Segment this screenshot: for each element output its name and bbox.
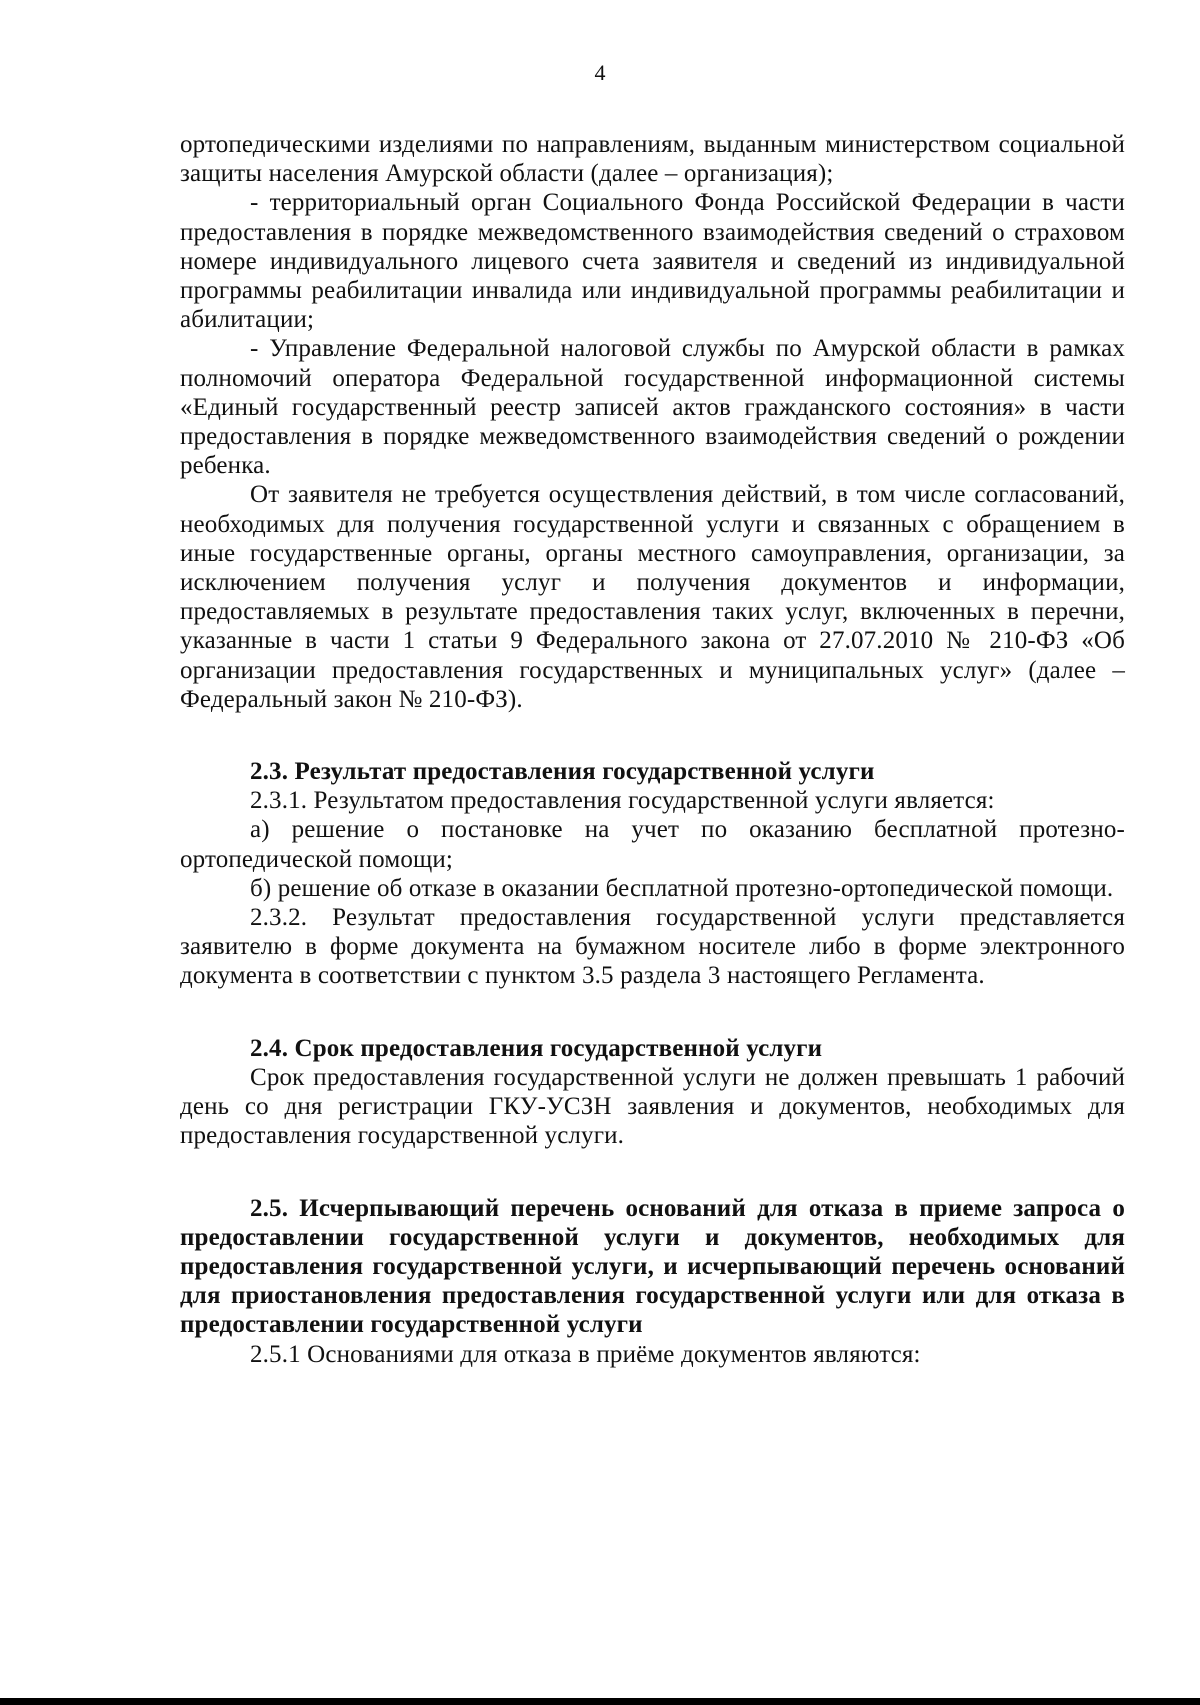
paragraph-applicant-requirements: От заявителя не требуется осуществления действий, в том числе согласований, необходимых для получения государственной услуги и связанных с обращением в иные государственные органы, органы местного самоуправления, организации, за исключением получения услуг и получения документов и информации, предоставляемых в результате предоставления таких услуг, включенных в перечни, указанные в части 1 статьи 9 Федерального закона от 27.07.2010 № 210-ФЗ «Об организации предоставления государственных и муниципальных услуг» (далее – Федеральный закон № 210-ФЗ). — [180, 481, 1125, 713]
list-item-b: б) решение об отказе в оказании бесплатной протезно-ортопедической помощи. — [250, 874, 1114, 902]
paragraph-2-4-term: Срок предоставления государственной услуги не должен превышать 1 рабочий день со дня регистрации ГКУ-УСЗН заявления и документов, необходимых для предоставления государственной услуги. — [180, 1063, 1125, 1150]
section-spacer — [180, 714, 1125, 757]
list-item-a: а) решение о постановке на учет по оказанию бесплатной протезно-ортопедической помощи; — [180, 816, 1125, 873]
list-item-social-fund: - территориальный орган Социального Фонда Российской Федерации в части предоставления в порядке межведомственного взаимодействия сведений о страховом номере индивидуального лицевого счета заявителя и сведений из индивидуальной программы реабилитации инвалида или индивидуальной программы реабилитации и абилитации; — [180, 189, 1125, 334]
section-heading-2-3: 2.3. Результат предоставления государственной услуги — [250, 758, 875, 786]
paragraph-2-3-2: 2.3.2. Результат предоставления государственной услуги представляется заявителю в форме документа на бумажном носителе либо в форме электронного документа в соответствии с пунктом 3.5 раздела 3 настоящего Регламента. — [180, 904, 1125, 990]
section-heading-2-4: 2.4. Срок предоставления государственной услуги — [250, 1034, 823, 1062]
section-spacer — [180, 991, 1125, 1034]
paragraph-2-3-1: 2.3.1. Результатом предоставления государственной услуги является: — [250, 787, 995, 815]
scan-edge-line — [0, 1698, 1200, 1705]
paragraph-organization-continuation: ортопедическими изделиями по направлениям, выданным министерством социальной защиты населения Амурской области (далее – организация); — [180, 131, 1125, 188]
section-heading-2-5: 2.5. Исчерпывающий перечень оснований для отказа в приеме запроса о предоставлении государственной услуги и документов, необходимых для предоставления государственной услуги, и исчерпывающий перечень оснований для приостановления предоставления государственной услуги или для отказа в предоставлении государственной услуги — [180, 1194, 1125, 1339]
page-number: 4 — [594, 60, 606, 85]
document-body — [180, 130, 1125, 1369]
list-item-tax-service: - Управление Федеральной налоговой службы по Амурской области в рамках полномочий оператора Федеральной государственной информационной системы «Единый государственный реестр записей актов гражданского состояния» в части предоставления в порядке межведомственного взаимодействия сведений о рождении ребенка. — [180, 335, 1125, 480]
section-spacer — [180, 1151, 1125, 1194]
paragraph-2-5-1: 2.5.1 Основаниями для отказа в приёме документов являются: — [250, 1340, 921, 1368]
